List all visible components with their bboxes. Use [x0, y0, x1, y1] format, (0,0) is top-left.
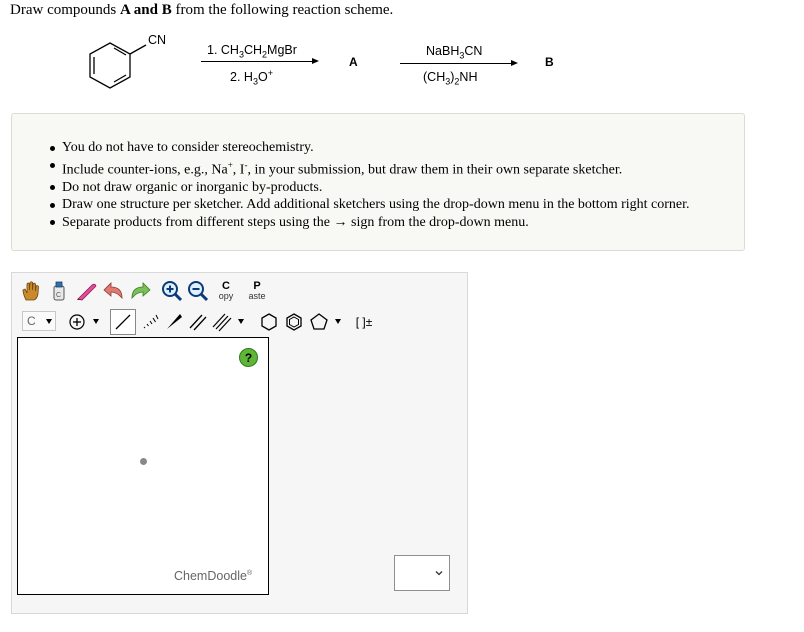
redo-icon[interactable]: [127, 279, 153, 303]
single-bond-icon[interactable]: [110, 309, 136, 335]
product-a-label: A: [349, 55, 358, 69]
cyclopentane-icon[interactable]: [307, 309, 331, 335]
wedge-bond-icon[interactable]: [162, 309, 186, 335]
chevron-down-icon[interactable]: [93, 319, 99, 324]
charge-bracket-button[interactable]: [ ]±: [355, 315, 373, 329]
undo-icon[interactable]: [101, 279, 127, 303]
chemdoodle-brand: ChemDoodle®: [174, 569, 253, 583]
instructions-list: [62, 139, 690, 231]
instruction-item: Draw one structure per sketcher. Add additional sketchers using the drop-down menu in the bottom right corner.: [62, 197, 690, 213]
question-text: Draw compounds A and B from the following reaction scheme.: [10, 2, 394, 18]
eraser-icon[interactable]: [47, 279, 71, 303]
product-b-label: B: [545, 55, 554, 69]
add-sketcher-dropdown[interactable]: [394, 555, 450, 591]
compound-a-label: A: [119, 2, 130, 18]
and-label: and: [130, 2, 162, 18]
benzene-icon[interactable]: [282, 309, 306, 335]
svg-text:C: C: [56, 292, 62, 299]
element-selector[interactable]: C: [22, 311, 56, 331]
instruction-item: Do not draw organic or inorganic by-products.: [62, 179, 690, 197]
step1-reagent-line1: 1. $CH_3CH_2MgBr$: [207, 43, 297, 60]
instruction-item: You do not have to consider stereochemistry.: [62, 139, 690, 157]
chevron-down-icon[interactable]: [46, 319, 52, 324]
chevron-down-icon: [435, 569, 443, 577]
triple-bond-icon[interactable]: [210, 309, 234, 335]
step2-arrow: [400, 63, 516, 64]
chevron-down-icon[interactable]: [335, 319, 341, 324]
help-button[interactable]: ?: [239, 348, 258, 367]
canvas-origin-dot: [140, 458, 147, 465]
paste-button[interactable]: P aste: [248, 280, 266, 301]
step1-arrow: [201, 61, 317, 62]
marker-icon[interactable]: [73, 279, 99, 303]
step2-reagent-bottom: $(CH_3)_2NH$: [423, 70, 478, 87]
dashed-bond-icon[interactable]: [138, 309, 162, 335]
zoom-in-icon[interactable]: [160, 279, 184, 303]
add-atom-icon[interactable]: [66, 311, 88, 333]
zoom-out-icon[interactable]: [186, 279, 210, 303]
drawing-canvas[interactable]: [17, 337, 269, 595]
hand-icon[interactable]: [19, 279, 43, 303]
step2-reagent-top: NaBH$_3$CN: [426, 44, 483, 61]
reaction-scheme: [0, 0, 804, 100]
copy-button[interactable]: C opy: [218, 280, 234, 301]
instruction-item: Separate products from different steps using the → sign from the drop-down menu.: [62, 214, 690, 232]
step1-reagent-line2: 2. $H_3O^+$: [230, 68, 273, 87]
instruction-item: Include counter-ions, e.g., Na+, I-, in your submission, but draw them in their own separate sketcher.: [62, 157, 690, 179]
cn-substituent-label: CN: [148, 33, 167, 47]
cyclohexane-icon[interactable]: [257, 309, 281, 335]
compound-b-label: B: [161, 2, 172, 18]
double-bond-icon[interactable]: [186, 309, 210, 335]
instructions-panel: [11, 113, 745, 251]
chevron-down-icon[interactable]: [238, 319, 244, 324]
